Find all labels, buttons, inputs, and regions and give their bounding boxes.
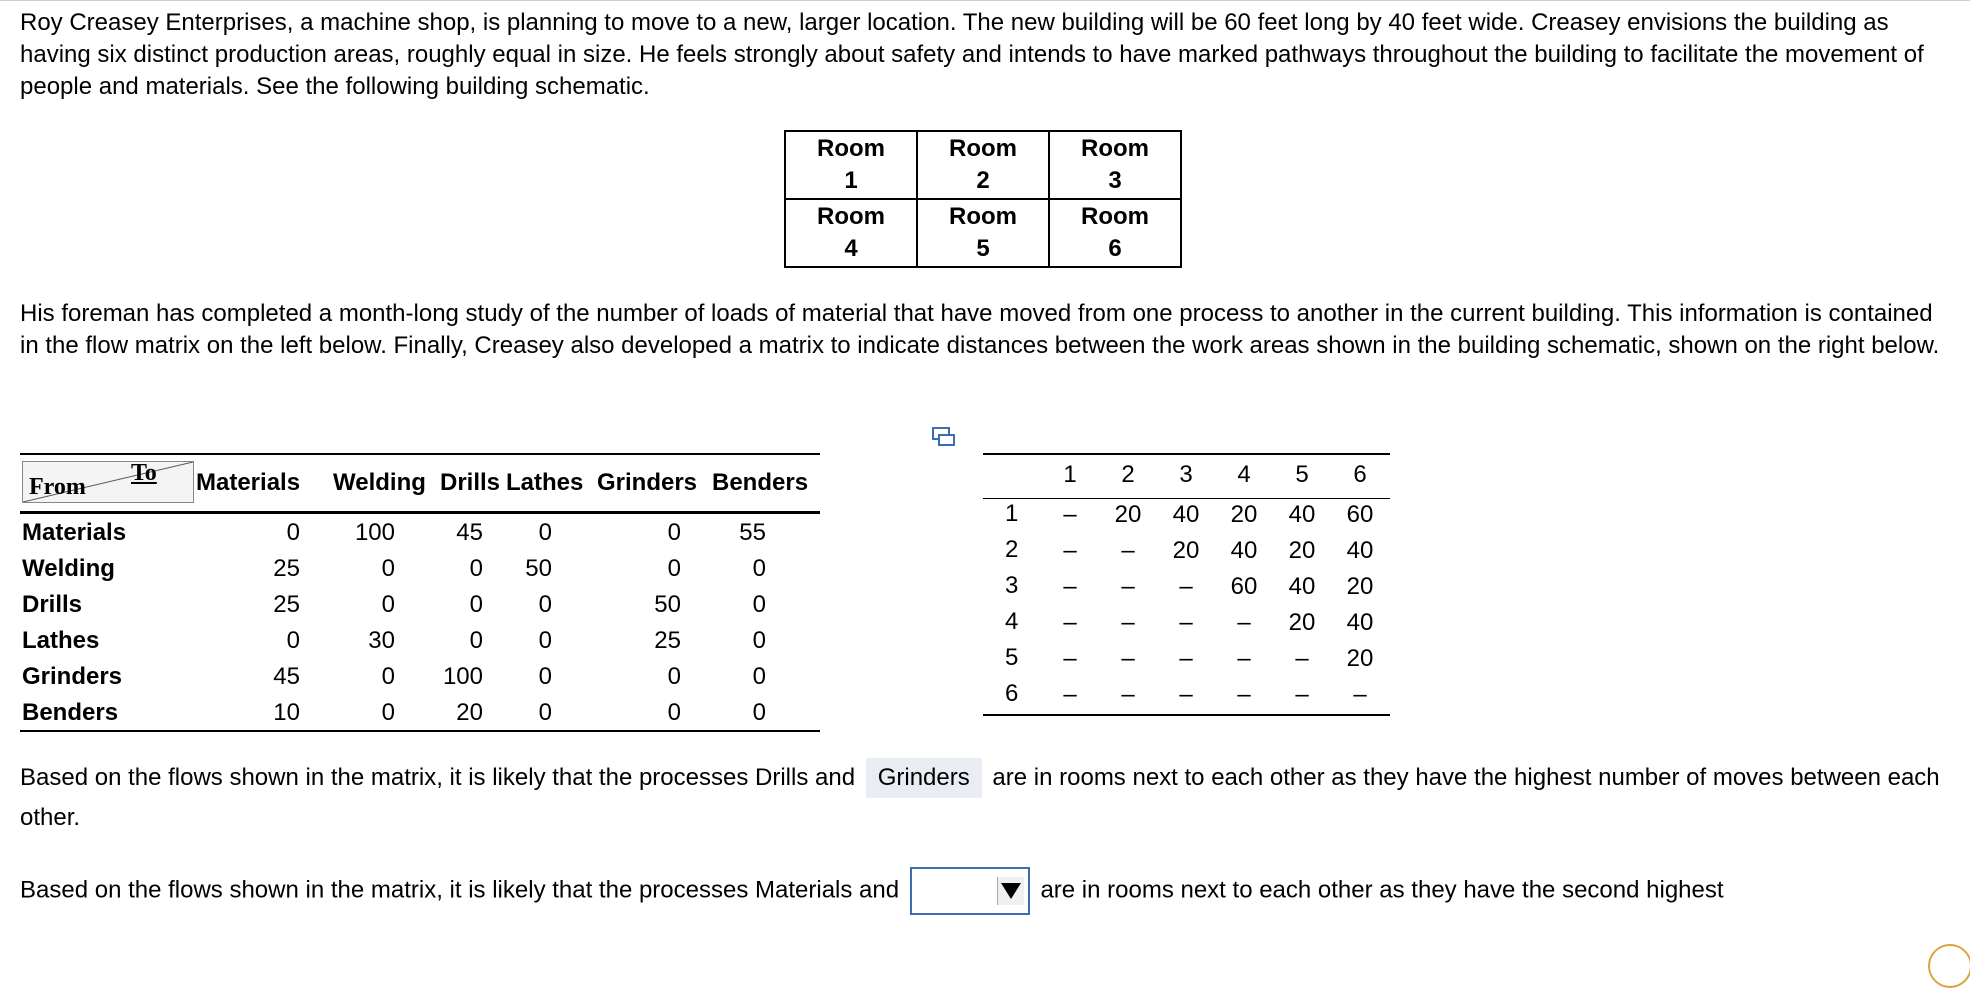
row-label: Grinders <box>22 663 123 690</box>
dist-row-label: 3 <box>1005 572 1019 599</box>
row-label: Lathes <box>22 627 100 654</box>
dist-cell: 60 <box>1346 501 1374 528</box>
flow-cell: 30 <box>368 627 395 654</box>
to-label: To <box>131 461 157 486</box>
flow-matrix-header <box>20 455 820 514</box>
flow-cell: 0 <box>667 555 681 582</box>
flow-cell: 0 <box>538 627 552 654</box>
help-icon[interactable] <box>1928 944 1970 988</box>
answer-1 <box>20 758 1950 838</box>
answer-1-after: are in rooms next to each other as they have the highest number of moves between each other. <box>20 764 1940 831</box>
flow-cell: 0 <box>752 591 766 618</box>
room-5: Room 5 <box>917 199 1049 267</box>
dist-cell: – <box>1295 681 1309 708</box>
flow-cell: 0 <box>469 627 483 654</box>
col-header-drills: Drills <box>440 469 501 496</box>
flow-row-drills <box>20 586 820 622</box>
dist-col-header: 6 <box>1353 461 1367 488</box>
flow-cell: 0 <box>381 663 395 690</box>
dist-cell: – <box>1179 609 1193 636</box>
dist-cell: – <box>1179 573 1193 600</box>
flow-cell: 0 <box>538 591 552 618</box>
flow-cell: 100 <box>354 519 395 546</box>
flow-cell: 25 <box>273 555 300 582</box>
col-header-materials: Materials <box>196 469 301 496</box>
dist-col-header: 4 <box>1237 461 1251 488</box>
dist-cell: – <box>1237 681 1251 708</box>
flow-cell: 10 <box>273 699 300 726</box>
dist-cell: 20 <box>1114 501 1142 528</box>
dist-cell: – <box>1063 537 1077 564</box>
dist-cell: – <box>1179 681 1193 708</box>
dist-cell: 40 <box>1346 537 1374 564</box>
dist-cell: – <box>1179 645 1193 672</box>
flow-row-grinders <box>20 658 820 694</box>
answer-1-before: Based on the flows shown in the matrix, it is likely that the processes Drills and <box>20 764 856 791</box>
flow-cell: 0 <box>667 663 681 690</box>
flow-cell: 0 <box>752 555 766 582</box>
dist-cell: – <box>1295 645 1309 672</box>
col-header-lathes: Lathes <box>506 469 584 496</box>
top-divider <box>0 0 1970 1</box>
room-3: Room 3 <box>1049 131 1181 199</box>
flow-cell: 50 <box>654 591 681 618</box>
flow-cell: 45 <box>273 663 300 690</box>
answer-2-dropdown[interactable] <box>910 867 1030 915</box>
flow-cell: 20 <box>456 699 483 726</box>
dist-cell: – <box>1121 609 1135 636</box>
flow-cell: 55 <box>739 519 766 546</box>
flow-cell: 0 <box>752 627 766 654</box>
distance-header-rule <box>983 498 1390 499</box>
flow-matrix <box>20 453 820 732</box>
dist-cell: – <box>1063 645 1077 672</box>
foreman-paragraph: His foreman has completed a month-long study of the number of loads of material that have moved from one process to another in the current building. This information is contained in the flow matrix on the left below. Finally, Creasey also developed a matrix to indicate distances between the work areas shown in the building schematic, shown on the right below. <box>20 300 1940 359</box>
row-label: Benders <box>22 699 119 726</box>
flow-cell: 0 <box>381 699 395 726</box>
dist-cell: – <box>1121 537 1135 564</box>
room-1: Room 1 <box>785 131 917 199</box>
dist-cell: 20 <box>1230 501 1258 528</box>
col-header-grinders: Grinders <box>597 469 698 496</box>
from-label: From <box>29 474 86 500</box>
building-schematic <box>784 130 1182 268</box>
dist-row-label: 2 <box>1005 536 1019 563</box>
intro-paragraph: Roy Creasey Enterprises, a machine shop, is planning to move to a new, larger location. The new building will be 60 feet long by 40 feet wide. Creasey envisions the building as having six distinct production areas, roughly equal in size. He feels strongly about safety and intends to have marked pathways throughout the building to facilitate the movement of people and materials. See the following building schematic. <box>20 9 1924 100</box>
flow-cell: 0 <box>286 627 300 654</box>
flow-cell: 0 <box>469 591 483 618</box>
from-to-corner <box>22 461 194 503</box>
dist-col-header: 1 <box>1063 461 1077 488</box>
dist-cell: – <box>1353 681 1367 708</box>
flow-cell: 25 <box>654 627 681 654</box>
dist-cell: – <box>1237 609 1251 636</box>
dist-cell: 40 <box>1288 573 1316 600</box>
dist-row-label: 6 <box>1005 680 1019 707</box>
row-label: Materials <box>22 519 127 546</box>
dist-cell: 20 <box>1288 609 1316 636</box>
answer-1-dropdown[interactable]: Grinders <box>866 758 982 798</box>
dist-cell: 40 <box>1346 609 1374 636</box>
flow-cell: 0 <box>752 663 766 690</box>
dist-cell: 20 <box>1346 645 1374 672</box>
flow-cell: 0 <box>286 519 300 546</box>
dist-cell: 20 <box>1172 537 1200 564</box>
room-4: Room 4 <box>785 199 917 267</box>
dist-col-header: 3 <box>1179 461 1193 488</box>
dist-cell: – <box>1063 609 1077 636</box>
flow-cell: 0 <box>667 699 681 726</box>
flow-row-benders <box>20 694 820 730</box>
flow-row-materials <box>20 514 820 550</box>
flow-cell: 0 <box>538 519 552 546</box>
dist-cell: 20 <box>1346 573 1374 600</box>
col-header-benders: Benders <box>712 469 809 496</box>
flow-cell: 0 <box>381 555 395 582</box>
dist-cell: – <box>1237 645 1251 672</box>
distance-matrix <box>983 453 1390 716</box>
flow-cell: 100 <box>442 663 483 690</box>
flow-cell: 0 <box>469 555 483 582</box>
answer-2 <box>20 867 1950 915</box>
dist-col-header: 5 <box>1295 461 1309 488</box>
dist-cell: – <box>1063 681 1077 708</box>
flow-cell: 0 <box>752 699 766 726</box>
dist-cell: – <box>1121 645 1135 672</box>
dist-row-label: 4 <box>1005 608 1019 635</box>
dist-cell: – <box>1121 573 1135 600</box>
dist-row-label: 1 <box>1005 500 1019 527</box>
col-header-welding: Welding <box>333 469 426 496</box>
flow-cell: 0 <box>538 699 552 726</box>
answer-2-before: Based on the flows shown in the matrix, it is likely that the processes Materials and <box>20 876 900 904</box>
popout-icon[interactable] <box>932 427 956 454</box>
dist-row-label: 5 <box>1005 644 1019 671</box>
flow-cell: 50 <box>525 555 552 582</box>
flow-row-lathes <box>20 622 820 658</box>
dist-cell: 40 <box>1230 537 1258 564</box>
flow-matrix-body <box>20 514 820 730</box>
flow-cell: 0 <box>381 591 395 618</box>
flow-cell: 0 <box>667 519 681 546</box>
dist-col-header: 2 <box>1121 461 1135 488</box>
dist-cell: – <box>1063 573 1077 600</box>
dist-cell: 60 <box>1230 573 1258 600</box>
dist-cell: – <box>1063 501 1077 528</box>
dist-cell: 40 <box>1172 501 1200 528</box>
room-2: Room 2 <box>917 131 1049 199</box>
dist-cell: 40 <box>1288 501 1316 528</box>
row-label: Welding <box>22 555 115 582</box>
dist-cell: 20 <box>1288 537 1316 564</box>
room-6: Room 6 <box>1049 199 1181 267</box>
flow-cell: 0 <box>538 663 552 690</box>
flow-cell: 25 <box>273 591 300 618</box>
answer-2-after: are in rooms next to each other as they have the second highest <box>1040 876 1724 904</box>
dist-cell: – <box>1121 681 1135 708</box>
flow-cell: 45 <box>456 519 483 546</box>
flow-row-welding <box>20 550 820 586</box>
dropdown-arrow-icon[interactable] <box>997 877 1024 905</box>
row-label: Drills <box>22 591 83 618</box>
